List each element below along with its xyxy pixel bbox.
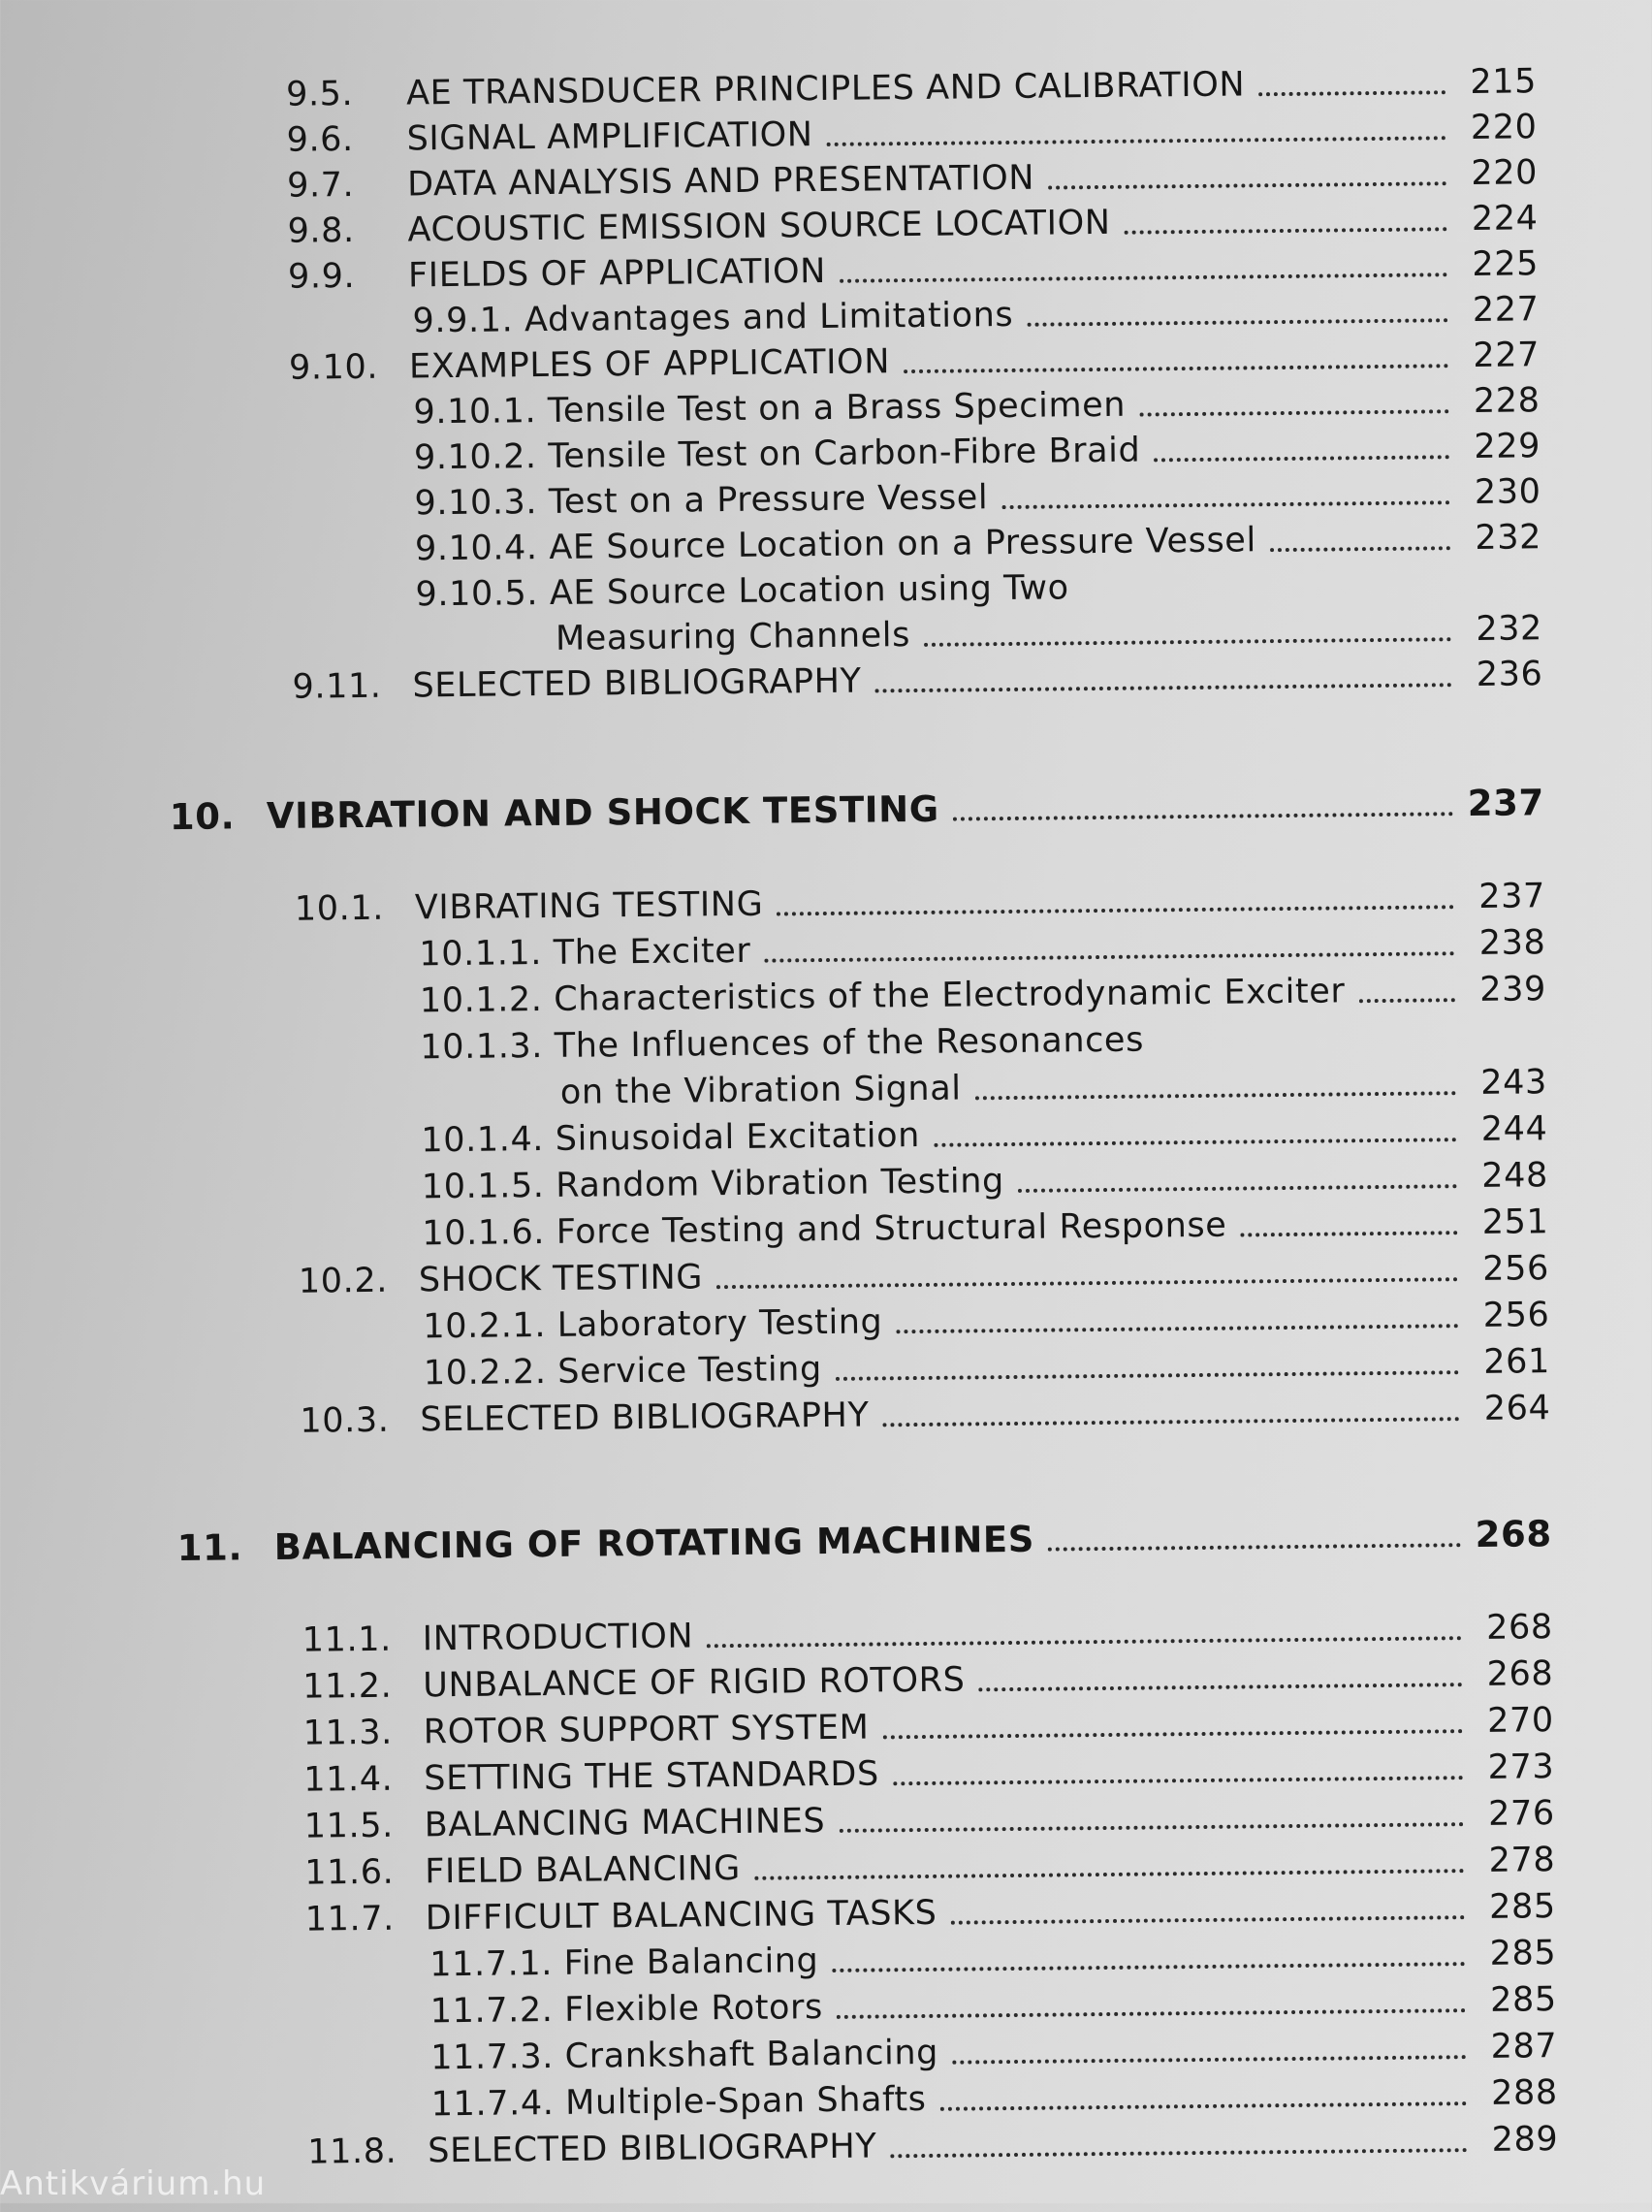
dot-leader (940, 2101, 1467, 2111)
toc-entry-page: 288 (1490, 2073, 1558, 2113)
toc-entry-page: 276 (1487, 1794, 1555, 1834)
toc-entry-title: 11.7.4. Multiple-Span Shafts (430, 2079, 927, 2125)
toc-entry-page: 268 (1485, 1608, 1553, 1648)
toc-entry-title: SELECTED BIBLIOGRAPHY (412, 661, 862, 706)
toc-chapter-title: BALANCING OF ROTATING MACHINES (273, 1518, 1035, 1568)
toc-entry-page: 236 (1476, 655, 1543, 694)
toc-entry-page: 239 (1479, 970, 1547, 1010)
toc-entry-number: 10.1. (294, 888, 385, 929)
toc-entry-page: 238 (1478, 923, 1546, 963)
toc-chapter-number: 10. (169, 795, 236, 839)
dot-leader (832, 1962, 1465, 1972)
toc-entry-title: SELECTED BIBLIOGRAPHY (428, 2127, 877, 2171)
dot-leader (890, 2148, 1467, 2158)
toc-chapter (0, 774, 1544, 837)
toc-entry-page: 285 (1488, 1887, 1556, 1927)
toc-entry-page: 261 (1483, 1342, 1551, 1382)
toc-entry-page: 230 (1474, 472, 1541, 512)
toc-entry-page: 232 (1475, 518, 1542, 558)
toc-entry-page: 256 (1482, 1296, 1550, 1335)
toc-entry-number: 11.5. (303, 1806, 395, 1846)
toc-entry-page: 215 (1470, 62, 1538, 102)
toc-entry-number: 9.6. (286, 120, 354, 160)
toc-entry-title: on the Vibration Signal (559, 1069, 962, 1112)
dot-leader (975, 1091, 1456, 1100)
dot-leader (754, 1869, 1464, 1880)
toc-entry-title: EXAMPLES OF APPLICATION (408, 342, 891, 387)
dot-leader (924, 637, 1451, 647)
toc-chapter (4, 1505, 1551, 1568)
dot-leader (952, 2055, 1466, 2065)
toc-entry-page: 251 (1481, 1202, 1549, 1242)
toc-entry-title: 10.1.1. The Exciter (419, 931, 751, 975)
toc-entry-page: 227 (1472, 290, 1540, 330)
toc-entry-number: 9.9. (287, 257, 356, 297)
toc-entry-title: VIBRATING TESTING (414, 884, 764, 928)
toc-entry-page: 220 (1471, 153, 1539, 193)
toc-entry-title: 10.1.5. Random Vibration Testing (421, 1162, 1005, 1207)
toc-entry-title: 11.7.2. Flexible Rotors (429, 1988, 824, 2032)
toc-entry-title: Measuring Channels (555, 616, 911, 658)
toc-entry-title: 9.10.3. Test on a Pressure Vessel (414, 478, 989, 524)
toc-entry-title: DATA ANALYSIS AND PRESENTATION (406, 158, 1035, 205)
dot-leader (836, 1370, 1459, 1381)
toc-entry-title: 10.1.2. Characteristics of the Electrodynamic Exciter (419, 972, 1346, 1021)
toc-entry-page: 268 (1486, 1654, 1554, 1694)
dot-leader (883, 1417, 1460, 1427)
dot-leader (1270, 546, 1450, 552)
toc-entry-page: 273 (1487, 1747, 1555, 1787)
toc-entry-number: 9.8. (287, 211, 355, 251)
toc-entry-page: 224 (1471, 199, 1539, 239)
dot-leader (1048, 1543, 1461, 1551)
toc-entry-page: 270 (1486, 1701, 1554, 1741)
toc-entry-title: 9.10.1. Tensile Test on a Brass Specimen (413, 385, 1127, 433)
toc-chapter-page: 237 (1467, 782, 1545, 825)
toc-entry-page: 237 (1478, 877, 1546, 916)
toc-entry-number: 9.10. (288, 347, 379, 388)
dot-leader (1018, 1184, 1457, 1193)
toc-entry-number: 9.11. (292, 666, 382, 707)
toc-entry-title: 10.1.6. Force Testing and Structural Response (422, 1205, 1227, 1254)
dot-leader (1358, 998, 1454, 1003)
toc-entry-title: 10.1.3. The Influences of the Resonances (420, 1020, 1145, 1068)
toc-chapter-page: 268 (1475, 1513, 1552, 1556)
toc-entry-title: UNBALANCE OF RIGID ROTORS (423, 1660, 966, 1706)
toc-entry-title: SELECTED BIBLIOGRAPHY (420, 1395, 870, 1440)
dot-leader (896, 1324, 1458, 1333)
toc-entry-page: 278 (1488, 1841, 1556, 1880)
toc-entry-number: 11.1. (302, 1619, 393, 1660)
toc-entry-title: 10.2.2. Service Testing (423, 1350, 823, 1394)
toc-entry-number: 11.8. (307, 2132, 397, 2172)
dot-leader (839, 1822, 1464, 1833)
toc-entry-number: 11.2. (302, 1666, 393, 1707)
toc-entry-title: BALANCING MACHINES (424, 1802, 826, 1845)
dot-leader (1139, 409, 1448, 416)
toc-entry-page: 228 (1473, 381, 1541, 421)
dot-leader (893, 1776, 1463, 1785)
watermark: Antikvárium.hu (0, 2164, 267, 2203)
toc-entry-title: FIELD BALANCING (425, 1848, 742, 1892)
toc-entry-title: SIGNAL AMPLIFICATION (406, 115, 813, 159)
toc-entry-title: 11.7.1. Fine Balancing (429, 1941, 819, 1985)
toc-entry-page: 248 (1481, 1156, 1549, 1196)
dot-leader (1154, 455, 1449, 462)
toc-entry-page: 264 (1483, 1389, 1551, 1428)
dot-leader (837, 2008, 1466, 2019)
toc-entry-title: AE TRANSDUCER PRINCIPLES AND CALIBRATION (405, 65, 1246, 113)
dot-leader (777, 905, 1454, 915)
toc-entry-number: 11.4. (303, 1759, 394, 1800)
dot-leader (953, 812, 1453, 820)
dot-leader (1001, 500, 1449, 509)
toc-entry-number: 9.7. (286, 166, 355, 206)
dot-leader (1048, 181, 1446, 189)
toc-entry-page: 232 (1476, 609, 1543, 649)
toc-entry-title: ROTOR SUPPORT SYSTEM (423, 1708, 870, 1752)
dot-leader (764, 951, 1454, 962)
toc-entry-number: 10.3. (300, 1400, 390, 1441)
toc-entry-number: 11.7. (304, 1899, 396, 1940)
dot-leader (951, 1915, 1465, 1925)
dot-leader (934, 1138, 1456, 1147)
dot-leader (875, 683, 1452, 692)
toc-entry-number: 11.3. (302, 1713, 394, 1753)
toc-entry-number: 11.6. (304, 1852, 395, 1893)
toc-entry-title: SETTING THE STANDARDS (424, 1754, 880, 1799)
dot-leader (1240, 1231, 1457, 1236)
toc-entry-page: 285 (1489, 1980, 1557, 2020)
dot-leader (1125, 227, 1447, 234)
toc-entry-page: 227 (1473, 336, 1541, 375)
toc-entry-title: 9.10.2. Tensile Test on Carbon-Fibre Braid (413, 431, 1141, 478)
toc-entry-page: 287 (1490, 2027, 1558, 2067)
toc-entry-page: 244 (1480, 1109, 1548, 1149)
dot-leader (904, 364, 1448, 373)
toc-entry-number: 9.5. (285, 75, 354, 114)
toc-entry-title: 10.2.1. Laboratory Testing (423, 1302, 883, 1347)
toc-entry-title: 11.7.3. Crankshaft Balancing (430, 2033, 939, 2078)
toc-entry-title: 10.1.4. Sinusoidal Excitation (421, 1115, 921, 1161)
toc-entry-title: INTRODUCTION (422, 1617, 694, 1659)
dot-leader (1027, 318, 1447, 327)
toc-entry-title: ACOUSTIC EMISSION SOURCE LOCATION (407, 203, 1111, 250)
toc-entry-page: 229 (1474, 427, 1541, 466)
toc-entry-number: 10.2. (298, 1261, 389, 1301)
toc-chapter-number: 11. (176, 1526, 243, 1570)
dot-leader (979, 1683, 1463, 1691)
toc-entry-page: 225 (1472, 244, 1540, 284)
toc-entry-title: 9.10.4. AE Source Location on a Pressure Vessel (414, 521, 1256, 569)
toc-entry-title: DIFFICULT BALANCING TASKS (425, 1893, 937, 1939)
toc-entry-page: 243 (1480, 1063, 1548, 1103)
toc-entry-title: 9.9.1. Advantages and Limitations (412, 295, 1014, 341)
toc-entry-page: 256 (1482, 1249, 1550, 1289)
toc-chapter-title: VIBRATION AND SHOCK TESTING (266, 787, 939, 838)
toc-entry-page: 285 (1489, 1934, 1557, 1973)
toc-entry-title: FIELDS OF APPLICATION (407, 251, 827, 296)
dot-leader (882, 1729, 1462, 1739)
toc-entry-title: SHOCK TESTING (418, 1258, 704, 1300)
toc-entry-page: 289 (1491, 2120, 1559, 2160)
toc-entry-title: 9.10.5. AE Source Location using Two (415, 568, 1069, 615)
toc-entry-page: 220 (1470, 108, 1538, 147)
dot-leader (1258, 90, 1446, 96)
